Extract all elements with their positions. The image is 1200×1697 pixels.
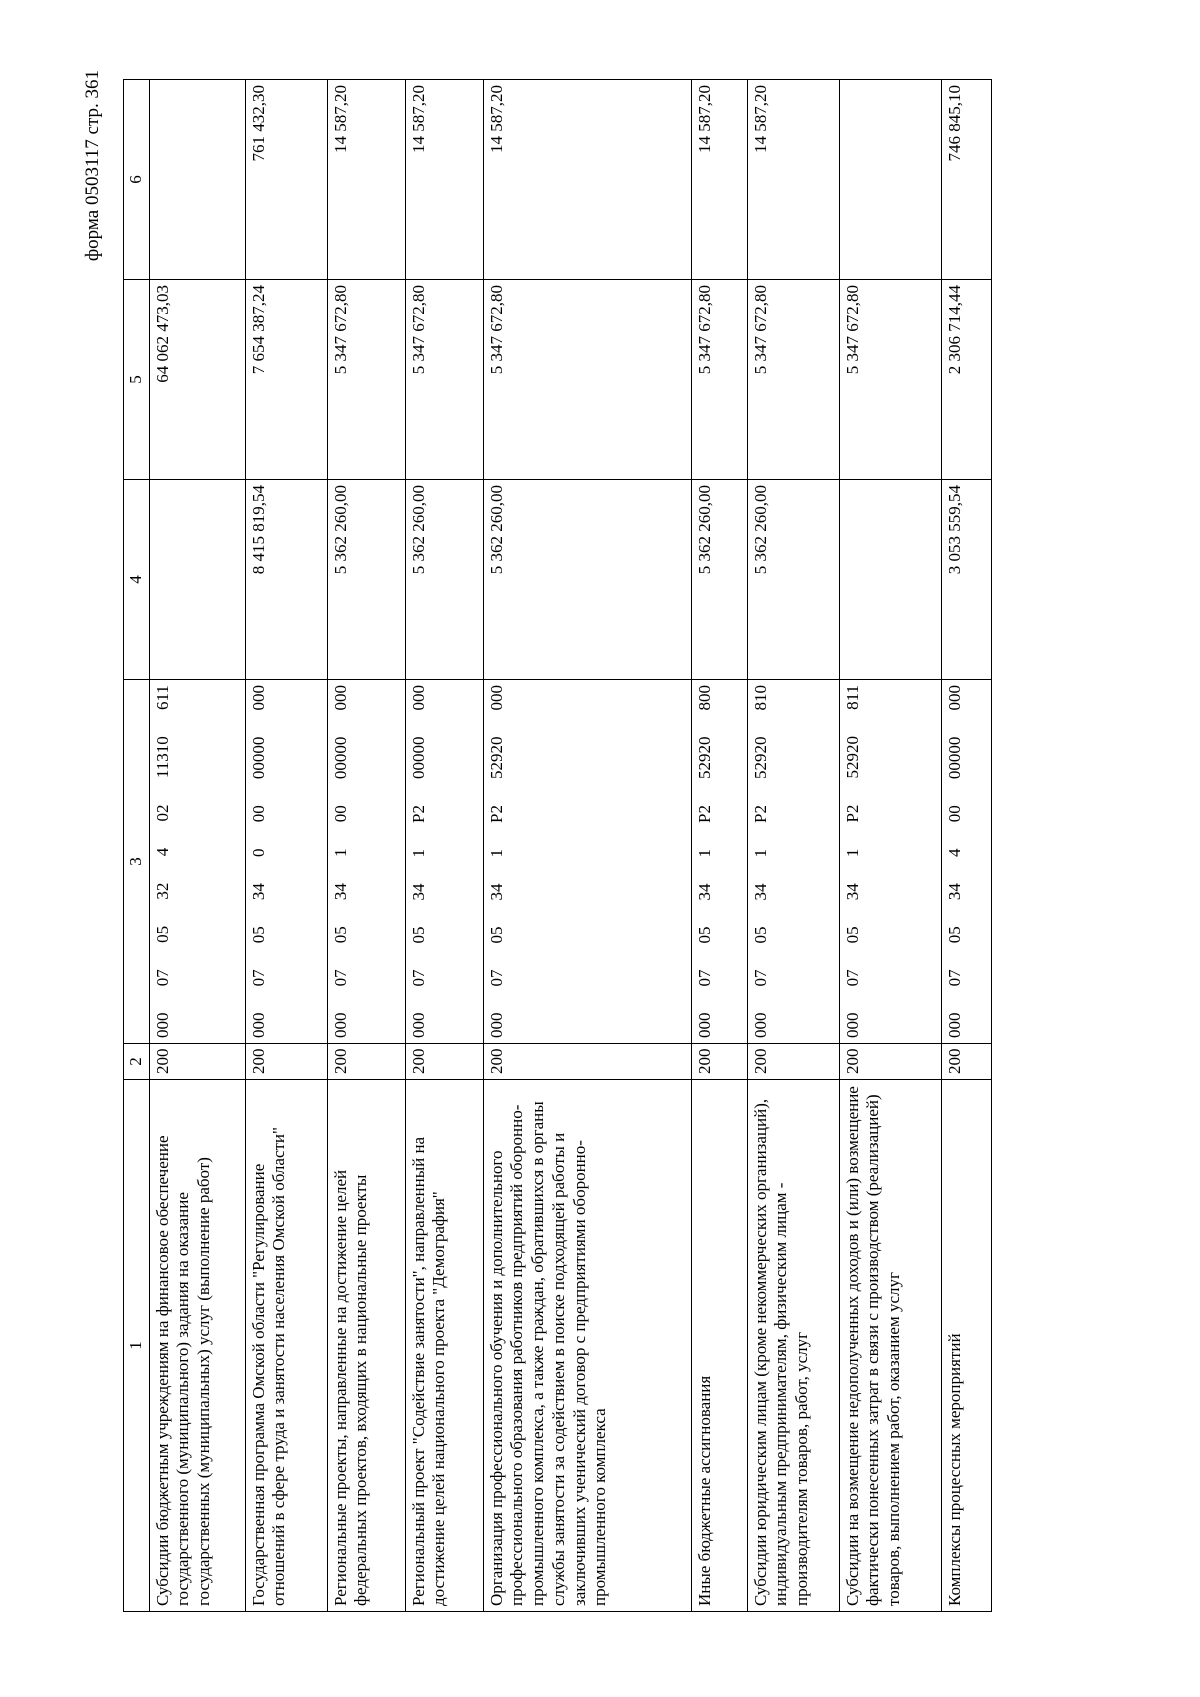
budget-code-parts xyxy=(695,685,716,1038)
budget-code-part: 611 xyxy=(152,685,172,710)
budget-code-part: 07 xyxy=(330,969,350,987)
row-line-code: 200 xyxy=(245,1044,327,1080)
budget-code-part: 000 xyxy=(842,1012,862,1038)
budget-code-part: 07 xyxy=(248,969,268,987)
row-executed: 5 347 672,80 xyxy=(483,280,691,480)
row-unexecuted xyxy=(839,80,941,280)
table-body xyxy=(149,80,991,1612)
budget-code-parts xyxy=(945,685,966,1038)
budget-code-part: 52920 xyxy=(694,736,714,780)
row-executed: 5 347 672,80 xyxy=(691,280,747,480)
budget-code-part: 34 xyxy=(330,883,350,901)
budget-code-part: 000 xyxy=(486,685,506,711)
budget-code-part: 000 xyxy=(152,1012,172,1038)
row-executed: 5 347 672,80 xyxy=(747,280,839,480)
budget-code-part: 34 xyxy=(842,883,862,901)
row-line-code: 200 xyxy=(691,1044,747,1080)
budget-code-part: P2 xyxy=(750,805,770,823)
budget-code-part: 05 xyxy=(330,926,350,944)
row-approved: 3 053 559,54 xyxy=(941,480,991,680)
table-row xyxy=(245,80,327,1612)
budget-code-part: 07 xyxy=(694,969,714,987)
budget-code-part: 05 xyxy=(750,926,770,944)
column-number: 6 xyxy=(124,80,150,280)
column-number: 1 xyxy=(124,1080,150,1612)
form-label: форма 0503117 стр. 361 xyxy=(82,70,103,262)
budget-code-part: 34 xyxy=(486,883,506,901)
row-approved: 5 362 260,00 xyxy=(747,480,839,680)
budget-code-part: 34 xyxy=(944,883,964,901)
budget-code-part: 34 xyxy=(248,883,268,901)
budget-code-part: P2 xyxy=(486,805,506,823)
budget-code-part: 000 xyxy=(694,1012,714,1038)
row-line-code: 200 xyxy=(747,1044,839,1080)
budget-code-part: 07 xyxy=(486,969,506,987)
budget-code-part: 1 xyxy=(842,848,862,858)
budget-code-part: 00 xyxy=(330,805,350,823)
row-executed: 5 347 672,80 xyxy=(839,280,941,480)
budget-code-part: 05 xyxy=(842,926,862,944)
budget-code-part: 00000 xyxy=(944,736,964,780)
row-name: Региональный проект "Содействие занятости", направленный на достижение целей национального проекта "Демография" xyxy=(405,1080,483,1612)
budget-code-parts xyxy=(843,685,864,1038)
row-budget-code xyxy=(405,680,483,1044)
row-unexecuted: 14 587,20 xyxy=(691,80,747,280)
budget-code-part: 1 xyxy=(694,849,714,858)
budget-code-part: P2 xyxy=(842,804,862,823)
budget-code-part: 34 xyxy=(694,883,714,901)
budget-code-part: 800 xyxy=(694,685,714,711)
budget-table xyxy=(123,79,992,1612)
budget-code-part: 07 xyxy=(408,969,428,987)
row-line-code: 200 xyxy=(839,1044,941,1080)
table-row xyxy=(483,80,691,1612)
row-budget-code xyxy=(747,680,839,1044)
budget-code-part: 810 xyxy=(750,685,770,711)
budget-code-parts xyxy=(751,685,772,1038)
column-number: 2 xyxy=(124,1044,150,1080)
row-line-code: 200 xyxy=(483,1044,691,1080)
column-number-row xyxy=(124,80,150,1612)
budget-code-part: 52920 xyxy=(750,736,770,780)
budget-code-part: 000 xyxy=(330,1012,350,1038)
budget-code-part: 1 xyxy=(486,849,506,858)
row-budget-code xyxy=(327,680,405,1044)
budget-code-part: 000 xyxy=(408,1012,428,1038)
budget-code-part: 07 xyxy=(944,969,964,987)
budget-code-part: P2 xyxy=(408,805,428,823)
budget-code-parts xyxy=(487,685,508,1038)
row-unexecuted xyxy=(149,80,245,280)
column-number: 4 xyxy=(124,480,150,680)
budget-code-part: 000 xyxy=(248,685,268,711)
row-approved: 5 362 260,00 xyxy=(327,480,405,680)
row-unexecuted: 14 587,20 xyxy=(405,80,483,280)
row-line-code: 200 xyxy=(941,1044,991,1080)
budget-code-part: 811 xyxy=(842,685,862,710)
budget-code-part: 52920 xyxy=(486,736,506,780)
budget-code-part: 1 xyxy=(408,849,428,858)
budget-code-part: 07 xyxy=(750,969,770,987)
row-name: Субсидии бюджетным учреждениям на финансовое обеспечение государственного (муниципального) задания на оказание государственных (муниципальных) услуг (выполнение работ) xyxy=(149,1080,245,1612)
budget-code-part: 000 xyxy=(330,685,350,711)
budget-code-part: 00000 xyxy=(408,736,428,780)
budget-code-part: 00000 xyxy=(248,736,268,780)
budget-code-part: 52920 xyxy=(842,735,862,779)
table-row xyxy=(405,80,483,1612)
row-approved xyxy=(839,480,941,680)
budget-code-part: 11310 xyxy=(152,736,172,779)
row-executed: 5 347 672,80 xyxy=(327,280,405,480)
row-approved: 5 362 260,00 xyxy=(691,480,747,680)
row-name: Государственная программа Омской области "Регулирование отношений в сфере труда и занятости населения Омской области" xyxy=(245,1080,327,1612)
row-budget-code xyxy=(483,680,691,1044)
budget-code-part: 34 xyxy=(408,883,428,901)
row-budget-code xyxy=(941,680,991,1044)
row-line-code: 200 xyxy=(149,1044,245,1080)
row-approved xyxy=(149,480,245,680)
budget-code-part: 4 xyxy=(152,847,172,857)
budget-code-part: 000 xyxy=(944,685,964,711)
budget-code-part: 00 xyxy=(248,805,268,823)
budget-code-part: 0 xyxy=(248,848,268,857)
budget-code-part: 000 xyxy=(408,685,428,711)
budget-code-part: 05 xyxy=(694,926,714,944)
row-name: Региональные проекты, направленные на достижение целей федеральных проектов, входящих в национальные проекты xyxy=(327,1080,405,1612)
row-budget-code xyxy=(149,680,245,1044)
row-approved: 5 362 260,00 xyxy=(483,480,691,680)
row-executed: 5 347 672,80 xyxy=(405,280,483,480)
budget-code-parts xyxy=(331,685,352,1038)
row-executed: 7 654 387,24 xyxy=(245,280,327,480)
row-unexecuted: 14 587,20 xyxy=(747,80,839,280)
budget-code-part: 07 xyxy=(152,969,172,987)
table-row xyxy=(327,80,405,1612)
row-executed: 2 306 714,44 xyxy=(941,280,991,480)
budget-code-part: 34 xyxy=(750,883,770,901)
budget-code-part: 05 xyxy=(486,926,506,944)
row-approved: 5 362 260,00 xyxy=(405,480,483,680)
row-executed: 64 062 473,03 xyxy=(149,280,245,480)
budget-code-part: 000 xyxy=(248,1012,268,1038)
row-name: Субсидии юридическим лицам (кроме некоммерческих организаций), индивидуальным предпринимателям, физическим лицам - производителям товаров, работ, услуг xyxy=(747,1080,839,1612)
budget-code-part: 00 xyxy=(944,805,964,823)
budget-code-parts xyxy=(249,685,270,1038)
budget-code-part: P2 xyxy=(694,805,714,823)
budget-code-part: 4 xyxy=(944,848,964,857)
row-budget-code xyxy=(839,680,941,1044)
table-row xyxy=(941,80,991,1612)
column-number: 5 xyxy=(124,280,150,480)
budget-code-part: 000 xyxy=(486,1012,506,1038)
row-name: Иные бюджетные ассигнования xyxy=(691,1080,747,1612)
budget-code-part: 07 xyxy=(842,969,862,987)
row-unexecuted: 14 587,20 xyxy=(483,80,691,280)
row-approved: 8 415 819,54 xyxy=(245,480,327,680)
budget-code-parts xyxy=(153,685,174,1038)
row-name: Организация профессионального обучения и дополнительного профессионального образования работников предприятий оборонно-промышленного комплекса, а также граждан, обратившихся в органы службы занятости за содействием в поиске подходящей работы и заключивших ученический договор с предприятиями оборонно-промышленного комплекса xyxy=(483,1080,691,1612)
row-line-code: 200 xyxy=(327,1044,405,1080)
budget-code-part: 000 xyxy=(750,1012,770,1038)
row-budget-code xyxy=(245,680,327,1044)
table-row xyxy=(839,80,941,1612)
budget-code-part: 05 xyxy=(152,925,172,943)
budget-code-part: 02 xyxy=(152,804,172,822)
column-number: 3 xyxy=(124,680,150,1044)
row-name: Субсидии на возмещение недополученных доходов и (или) возмещение фактически понесенных затрат в связи с производством (реализацией) товаров, выполнением работ, оказанием услуг xyxy=(839,1080,941,1612)
table-row xyxy=(691,80,747,1612)
budget-code-part: 000 xyxy=(944,1012,964,1038)
table-row xyxy=(149,80,245,1612)
table-row xyxy=(747,80,839,1612)
budget-code-part: 1 xyxy=(330,848,350,857)
row-name: Комплексы процессных мероприятий xyxy=(941,1080,991,1612)
budget-code-part: 05 xyxy=(944,926,964,944)
budget-code-part: 05 xyxy=(408,926,428,944)
row-unexecuted: 746 845,10 xyxy=(941,80,991,280)
row-budget-code xyxy=(691,680,747,1044)
budget-code-parts xyxy=(409,685,430,1038)
budget-code-part: 32 xyxy=(152,882,172,900)
budget-code-part: 00000 xyxy=(330,736,350,780)
row-line-code: 200 xyxy=(405,1044,483,1080)
row-unexecuted: 761 432,30 xyxy=(245,80,327,280)
budget-code-part: 05 xyxy=(248,926,268,944)
row-unexecuted: 14 587,20 xyxy=(327,80,405,280)
budget-code-part: 1 xyxy=(750,849,770,858)
